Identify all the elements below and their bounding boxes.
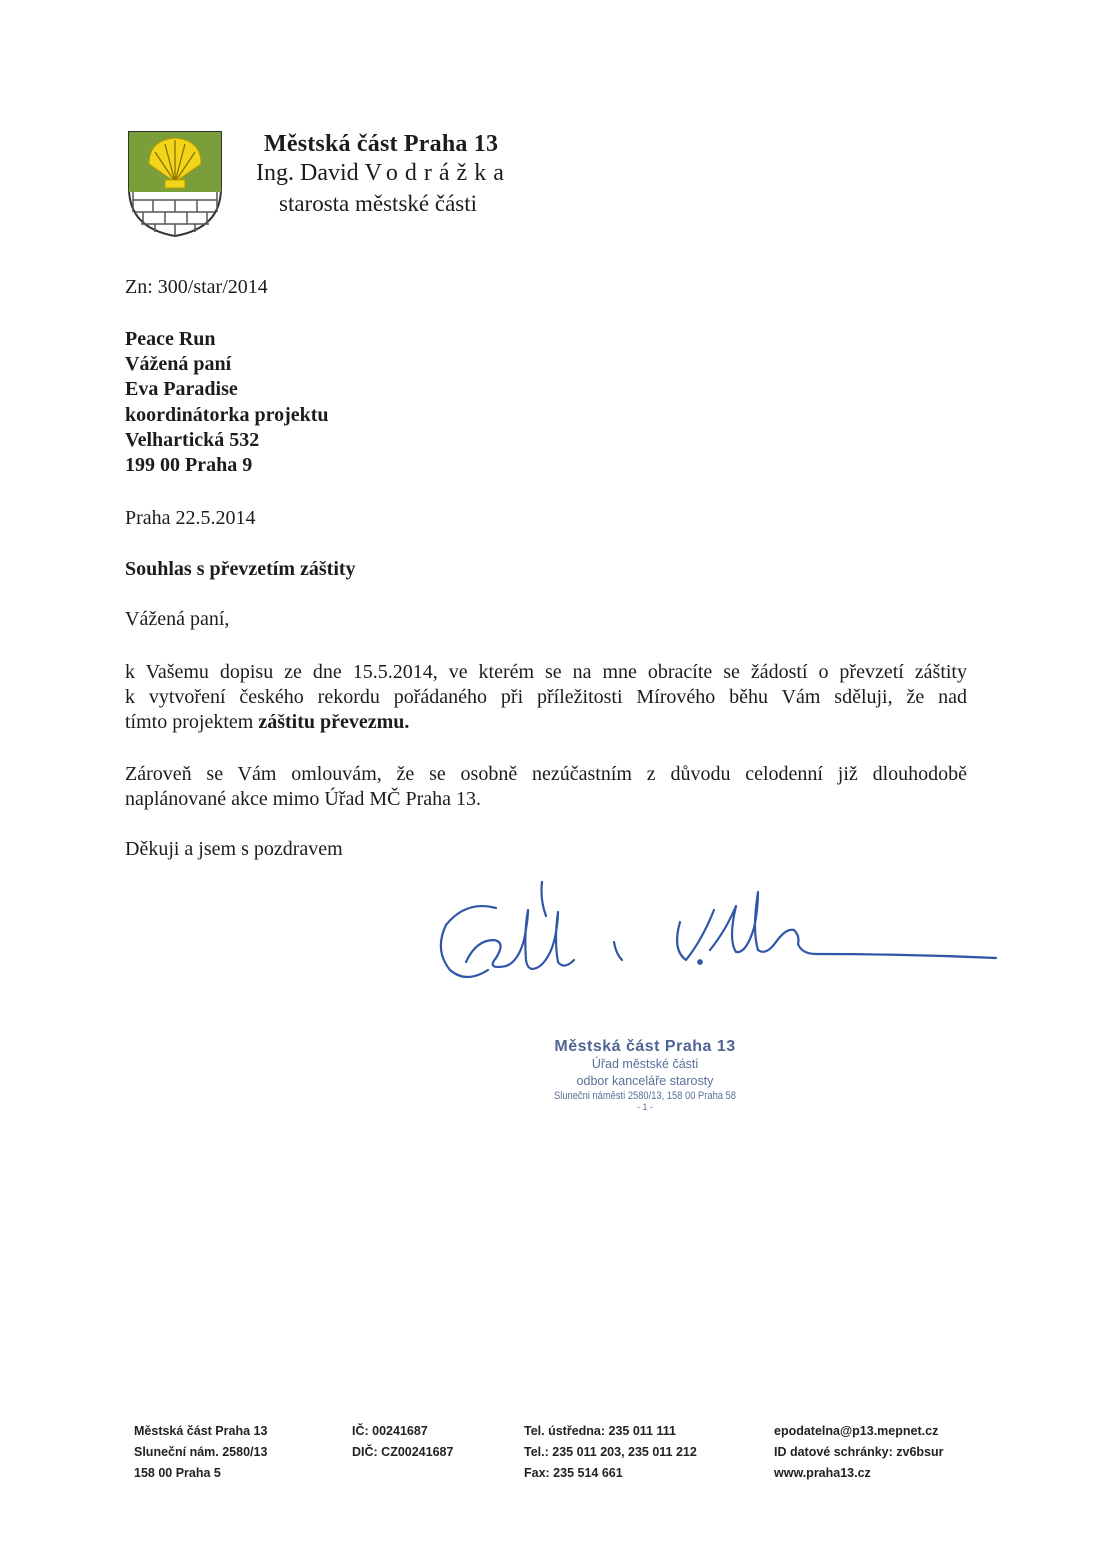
- footer-line: Tel.: 235 011 203, 235 011 212: [524, 1445, 697, 1459]
- footer-contacts: [774, 1421, 944, 1484]
- footer-email: epodatelna@p13.mepnet.cz: [774, 1424, 939, 1438]
- mayor-name-prefix: Ing. David: [256, 160, 359, 186]
- letter-date: Praha 22.5.2014: [125, 507, 256, 529]
- recipient-line: Vážená paní: [125, 353, 232, 376]
- recipient-line: Eva Paradise: [125, 378, 238, 401]
- page-number: - 1 -: [636, 1102, 653, 1112]
- footer-line: IČ: 00241687: [352, 1424, 428, 1438]
- paragraph-emphasis: záštitu převezmu.: [258, 711, 410, 733]
- body-paragraph-2: [125, 762, 967, 812]
- mayor-name: [256, 160, 511, 187]
- footer-line: 158 00 Praha 5: [134, 1466, 221, 1480]
- mayor-role: starosta městské části: [279, 191, 478, 216]
- footer-line: ID datové schránky: zv6bsur: [774, 1445, 944, 1459]
- footer-address: [134, 1421, 267, 1484]
- recipient-address: [125, 327, 329, 478]
- footer-website: www.praha13.cz: [774, 1466, 871, 1480]
- recipient-line: koordinátorka projektu: [125, 403, 329, 426]
- stamp-line: Úřad městské části: [591, 1057, 699, 1071]
- paragraph-text: tímto projektem: [125, 711, 259, 733]
- paragraph-line: Zároveň se Vám omlouvám, že se osobně nezúčastním z důvodu celodenní již dlouhodobě: [125, 763, 967, 785]
- stamp-title: Městská část Praha 13: [554, 1038, 736, 1055]
- recipient-line: 199 00 Praha 9: [125, 453, 253, 476]
- letter-subject: Souhlas s převzetím záštity: [125, 558, 356, 580]
- handwritten-signature: [436, 870, 998, 998]
- reference-number: Zn: 300/star/2014: [125, 276, 268, 298]
- body-paragraph-1: [125, 660, 967, 735]
- closing-phrase: Děkuji a jsem s pozdravem: [125, 838, 343, 860]
- paragraph-line: naplánované akce mimo Úřad MČ Praha 13.: [125, 788, 482, 810]
- footer-line: Sluneční nám. 2580/13: [134, 1445, 268, 1459]
- paragraph-line: [125, 710, 967, 735]
- footer-ids: [352, 1421, 453, 1463]
- footer-line: DIČ: CZ00241687: [352, 1445, 454, 1459]
- footer-line: Tel. ústředna: 235 011 111: [524, 1424, 676, 1438]
- salutation: Vážená paní,: [125, 608, 230, 630]
- office-title: Městská část Praha 13: [264, 131, 499, 157]
- paragraph-line: k vytvoření českého rekordu pořádaného při příležitosti Mírového běhu Vám sděluji, že nad: [125, 686, 967, 708]
- mayor-surname: Vodrážka: [364, 160, 511, 186]
- recipient-line: Velhartická 532: [125, 428, 260, 451]
- office-stamp: [500, 1038, 790, 1112]
- footer-line: Fax: 235 514 661: [524, 1466, 623, 1480]
- footer-line: Městská část Praha 13: [134, 1424, 268, 1438]
- stamp-address: Slunečni náměsti 2580/13, 158 00 Praha 58: [554, 1090, 736, 1102]
- coat-of-arms-logo: [127, 130, 223, 238]
- recipient-line: Peace Run: [125, 328, 216, 350]
- stamp-line: odbor kanceláře starosty: [576, 1074, 714, 1088]
- footer-phones: [524, 1421, 697, 1484]
- paragraph-line: k Vašemu dopisu ze dne 15.5.2014, ve kterém se na mne obracíte se žádostí o převzetí záštity: [125, 661, 967, 683]
